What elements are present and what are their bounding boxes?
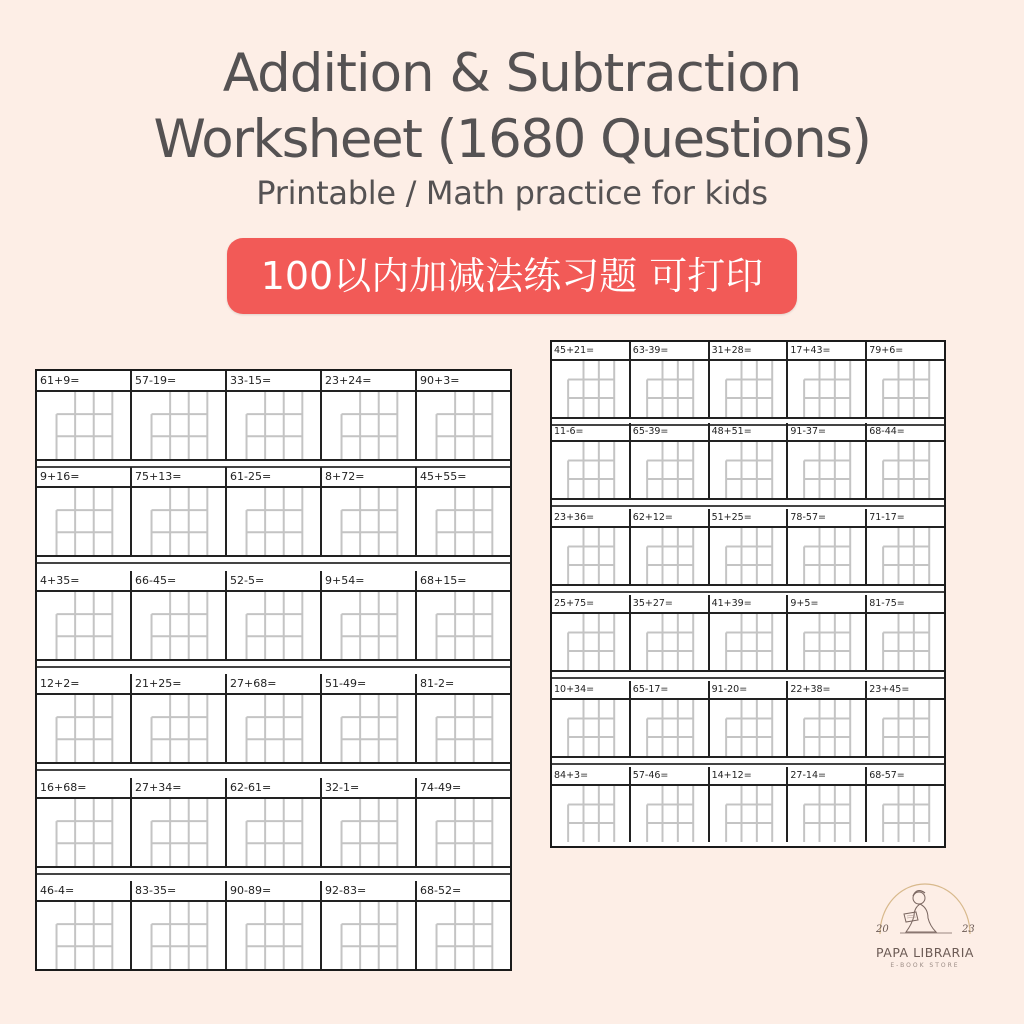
problem-cell xyxy=(132,467,227,555)
row-divider xyxy=(37,866,510,875)
problem-label: 84+3= xyxy=(552,767,629,786)
problem-cell xyxy=(552,509,631,584)
answer-area xyxy=(788,361,865,417)
problem-label: 45+21= xyxy=(552,342,629,361)
problem-label: 23+36= xyxy=(552,509,629,528)
problem-cell xyxy=(132,571,227,659)
problem-cell xyxy=(631,342,710,417)
practice-grid xyxy=(417,592,510,659)
problem-label: 11-6= xyxy=(552,423,629,442)
problem-label: 27-14= xyxy=(788,767,865,786)
answer-area xyxy=(37,695,130,762)
answer-area xyxy=(417,392,510,459)
answer-area xyxy=(552,361,629,417)
practice-grid xyxy=(631,700,708,756)
practice-grid xyxy=(788,700,865,756)
practice-grid xyxy=(227,799,320,866)
problem-cell xyxy=(227,371,322,459)
problem-label: 23+45= xyxy=(867,681,944,700)
practice-grid xyxy=(788,614,865,670)
problem-cell xyxy=(552,767,631,842)
logo-tagline: E-BOOK STORE xyxy=(890,962,960,969)
practice-grid xyxy=(322,695,415,762)
problem-cell xyxy=(132,778,227,866)
practice-grid xyxy=(37,488,130,555)
practice-grid xyxy=(132,902,225,969)
problem-cell xyxy=(227,467,322,555)
answer-area xyxy=(417,695,510,762)
practice-grid xyxy=(132,695,225,762)
practice-grid xyxy=(37,592,130,659)
answer-area xyxy=(322,392,415,459)
problem-cell xyxy=(322,778,417,866)
practice-grid xyxy=(710,361,787,417)
problem-label: 23+24= xyxy=(322,371,415,392)
worksheet-row xyxy=(552,509,944,584)
answer-area xyxy=(631,700,708,756)
practice-grid xyxy=(322,488,415,555)
problem-label: 79+6= xyxy=(867,342,944,361)
problem-cell xyxy=(132,674,227,762)
answer-area xyxy=(132,392,225,459)
problem-label: 68-44= xyxy=(867,423,944,442)
problem-cell xyxy=(867,342,944,417)
problem-cell xyxy=(710,342,789,417)
problem-cell xyxy=(417,467,510,555)
problem-cell xyxy=(552,342,631,417)
answer-area xyxy=(710,361,787,417)
problem-label: 9+16= xyxy=(37,467,130,488)
answer-area xyxy=(322,695,415,762)
practice-grid xyxy=(788,442,865,498)
practice-grid xyxy=(867,700,944,756)
practice-grid xyxy=(37,392,130,459)
problem-label: 32-1= xyxy=(322,778,415,799)
answer-area xyxy=(867,361,944,417)
answer-area xyxy=(710,614,787,670)
answer-area xyxy=(710,700,787,756)
problem-label: 51+25= xyxy=(710,509,787,528)
problem-cell xyxy=(710,767,789,842)
problem-cell xyxy=(37,674,132,762)
problem-cell xyxy=(552,423,631,498)
problem-cell xyxy=(322,881,417,969)
problem-cell xyxy=(710,595,789,670)
problem-cell xyxy=(552,681,631,756)
row-divider xyxy=(552,498,944,507)
practice-grid xyxy=(132,592,225,659)
problem-label: 9+54= xyxy=(322,571,415,592)
problem-label: 35+27= xyxy=(631,595,708,614)
problem-label: 52-5= xyxy=(227,571,320,592)
problem-cell xyxy=(710,423,789,498)
answer-area xyxy=(227,902,320,969)
practice-grid xyxy=(631,786,708,842)
practice-grid xyxy=(552,442,629,498)
worksheet-page-right xyxy=(550,340,946,848)
problem-cell xyxy=(227,571,322,659)
practice-grid xyxy=(552,786,629,842)
problem-cell xyxy=(788,681,867,756)
problem-label: 8+72= xyxy=(322,467,415,488)
practice-grid xyxy=(631,361,708,417)
problem-label: 66-45= xyxy=(132,571,225,592)
logo-year-left: 20 xyxy=(876,924,889,935)
answer-area xyxy=(552,442,629,498)
problem-label: 45+55= xyxy=(417,467,510,488)
problem-cell xyxy=(788,509,867,584)
problem-cell xyxy=(710,509,789,584)
problem-label: 4+35= xyxy=(37,571,130,592)
problem-label: 17+43= xyxy=(788,342,865,361)
problem-label: 25+75= xyxy=(552,595,629,614)
practice-grid xyxy=(227,592,320,659)
practice-grid xyxy=(417,392,510,459)
problem-cell xyxy=(788,767,867,842)
practice-grid xyxy=(631,614,708,670)
answer-area xyxy=(788,700,865,756)
answer-area xyxy=(631,361,708,417)
title-line-1: Addition & Subtraction xyxy=(222,43,802,104)
answer-area xyxy=(37,488,130,555)
answer-area xyxy=(322,902,415,969)
practice-grid xyxy=(417,695,510,762)
problem-label: 65-17= xyxy=(631,681,708,700)
problem-label: 10+34= xyxy=(552,681,629,700)
problem-label: 12+2= xyxy=(37,674,130,695)
practice-grid xyxy=(867,361,944,417)
problem-cell xyxy=(631,423,710,498)
problem-cell xyxy=(867,595,944,670)
practice-grid xyxy=(417,902,510,969)
practice-grid xyxy=(867,528,944,584)
practice-grid xyxy=(227,902,320,969)
problem-cell xyxy=(322,571,417,659)
problem-label: 90+3= xyxy=(417,371,510,392)
logo-name: PAPA LIBRARIA xyxy=(876,945,974,960)
problem-label: 61-25= xyxy=(227,467,320,488)
answer-area xyxy=(417,592,510,659)
problem-cell xyxy=(631,767,710,842)
problem-label: 9+5= xyxy=(788,595,865,614)
practice-grid xyxy=(631,442,708,498)
practice-grid xyxy=(867,614,944,670)
problem-label: 74-49= xyxy=(417,778,510,799)
answer-area xyxy=(788,442,865,498)
answer-area xyxy=(322,799,415,866)
practice-grid xyxy=(788,361,865,417)
answer-area xyxy=(631,614,708,670)
answer-area xyxy=(552,614,629,670)
answer-area xyxy=(417,799,510,866)
papa-libraria-logo xyxy=(862,872,988,978)
answer-area xyxy=(867,614,944,670)
answer-area xyxy=(788,528,865,584)
practice-grid xyxy=(417,799,510,866)
problem-cell xyxy=(788,423,867,498)
problem-label: 68+15= xyxy=(417,571,510,592)
woman-reading-book-icon xyxy=(862,872,988,952)
problem-label: 68-57= xyxy=(867,767,944,786)
answer-area xyxy=(37,592,130,659)
answer-area xyxy=(710,786,787,842)
row-divider xyxy=(552,670,944,679)
practice-grid xyxy=(552,700,629,756)
answer-area xyxy=(788,614,865,670)
practice-grid xyxy=(552,614,629,670)
answer-area xyxy=(552,700,629,756)
row-divider xyxy=(37,555,510,564)
answer-area xyxy=(631,528,708,584)
worksheet-row xyxy=(37,674,510,762)
problem-cell xyxy=(417,881,510,969)
answer-area xyxy=(37,799,130,866)
worksheet-row xyxy=(37,467,510,555)
answer-area xyxy=(322,488,415,555)
answer-area xyxy=(631,442,708,498)
problem-cell xyxy=(132,881,227,969)
problem-label: 81-75= xyxy=(867,595,944,614)
problem-label: 27+68= xyxy=(227,674,320,695)
worksheet-page-left xyxy=(35,369,512,971)
problem-label: 62-61= xyxy=(227,778,320,799)
practice-grid xyxy=(37,695,130,762)
practice-grid xyxy=(37,902,130,969)
problem-label: 57-46= xyxy=(631,767,708,786)
problem-cell xyxy=(867,767,944,842)
worksheet-row xyxy=(552,681,944,756)
practice-grid xyxy=(710,614,787,670)
practice-grid xyxy=(227,392,320,459)
problem-cell xyxy=(788,595,867,670)
problem-cell xyxy=(227,674,322,762)
practice-grid xyxy=(631,528,708,584)
problem-cell xyxy=(37,371,132,459)
problem-label: 62+12= xyxy=(631,509,708,528)
problem-cell xyxy=(417,571,510,659)
practice-grid xyxy=(710,528,787,584)
worksheet-row xyxy=(552,767,944,842)
worksheet-row xyxy=(552,342,944,417)
problem-label: 78-57= xyxy=(788,509,865,528)
worksheet-row xyxy=(552,595,944,670)
problem-cell xyxy=(867,423,944,498)
problem-cell xyxy=(631,595,710,670)
answer-area xyxy=(227,799,320,866)
answer-area xyxy=(132,488,225,555)
practice-grid xyxy=(552,361,629,417)
problem-label: 63-39= xyxy=(631,342,708,361)
answer-area xyxy=(227,392,320,459)
problem-label: 31+28= xyxy=(710,342,787,361)
answer-area xyxy=(227,488,320,555)
problem-cell xyxy=(788,342,867,417)
answer-area xyxy=(227,592,320,659)
problem-label: 92-83= xyxy=(322,881,415,902)
answer-area xyxy=(37,392,130,459)
practice-grid xyxy=(552,528,629,584)
practice-grid xyxy=(322,799,415,866)
practice-grid xyxy=(417,488,510,555)
problem-label: 33-15= xyxy=(227,371,320,392)
problem-cell xyxy=(132,371,227,459)
problem-cell xyxy=(417,674,510,762)
problem-cell xyxy=(552,595,631,670)
answer-area xyxy=(552,786,629,842)
practice-grid xyxy=(788,528,865,584)
problem-label: 51-49= xyxy=(322,674,415,695)
row-divider xyxy=(37,762,510,771)
problem-label: 46-4= xyxy=(37,881,130,902)
practice-grid xyxy=(132,799,225,866)
worksheet-row xyxy=(552,423,944,498)
problem-cell xyxy=(37,467,132,555)
practice-grid xyxy=(132,392,225,459)
problem-label: 48+51= xyxy=(710,423,787,442)
problem-cell xyxy=(631,509,710,584)
answer-area xyxy=(132,799,225,866)
problem-cell xyxy=(867,681,944,756)
problem-cell xyxy=(37,881,132,969)
problem-label: 21+25= xyxy=(132,674,225,695)
problem-label: 14+12= xyxy=(710,767,787,786)
problem-cell xyxy=(227,778,322,866)
practice-grid xyxy=(227,695,320,762)
practice-grid xyxy=(867,786,944,842)
problem-cell xyxy=(417,778,510,866)
answer-area xyxy=(552,528,629,584)
practice-grid xyxy=(788,786,865,842)
problem-label: 71-17= xyxy=(867,509,944,528)
chinese-banner: 100以内加减法练习题 可打印 xyxy=(227,238,797,314)
answer-area xyxy=(132,592,225,659)
answer-area xyxy=(867,700,944,756)
answer-area xyxy=(227,695,320,762)
problem-label: 83-35= xyxy=(132,881,225,902)
practice-grid xyxy=(710,700,787,756)
answer-area xyxy=(37,902,130,969)
answer-area xyxy=(867,528,944,584)
answer-area xyxy=(867,786,944,842)
worksheet-row xyxy=(37,371,510,459)
answer-area xyxy=(867,442,944,498)
problem-label: 68-52= xyxy=(417,881,510,902)
answer-area xyxy=(417,488,510,555)
worksheet-row xyxy=(37,881,510,969)
practice-grid xyxy=(132,488,225,555)
problem-label: 91-37= xyxy=(788,423,865,442)
practice-grid xyxy=(867,442,944,498)
problem-label: 65-39= xyxy=(631,423,708,442)
problem-label: 75+13= xyxy=(132,467,225,488)
problem-cell xyxy=(37,778,132,866)
answer-area xyxy=(322,592,415,659)
answer-area xyxy=(132,902,225,969)
practice-grid xyxy=(710,786,787,842)
problem-cell xyxy=(417,371,510,459)
problem-cell xyxy=(322,674,417,762)
logo-year-right: 23 xyxy=(962,924,975,935)
practice-grid xyxy=(710,442,787,498)
problem-cell xyxy=(867,509,944,584)
problem-cell xyxy=(710,681,789,756)
problem-label: 61+9= xyxy=(37,371,130,392)
problem-label: 22+38= xyxy=(788,681,865,700)
practice-grid xyxy=(322,592,415,659)
problem-cell xyxy=(631,681,710,756)
row-divider xyxy=(552,756,944,765)
problem-label: 90-89= xyxy=(227,881,320,902)
worksheet-row xyxy=(37,778,510,866)
problem-label: 41+39= xyxy=(710,595,787,614)
problem-label: 27+34= xyxy=(132,778,225,799)
row-divider xyxy=(552,584,944,593)
problem-label: 81-2= xyxy=(417,674,510,695)
row-divider xyxy=(37,659,510,668)
problem-label: 16+68= xyxy=(37,778,130,799)
worksheet-row xyxy=(37,571,510,659)
practice-grid xyxy=(37,799,130,866)
answer-area xyxy=(631,786,708,842)
answer-area xyxy=(710,528,787,584)
subtitle: Printable / Math practice for kids xyxy=(256,174,768,212)
problem-label: 57-19= xyxy=(132,371,225,392)
answer-area xyxy=(710,442,787,498)
problem-cell xyxy=(227,881,322,969)
practice-grid xyxy=(322,392,415,459)
problem-cell xyxy=(322,467,417,555)
answer-area xyxy=(132,695,225,762)
practice-grid xyxy=(322,902,415,969)
answer-area xyxy=(788,786,865,842)
problem-cell xyxy=(322,371,417,459)
practice-grid xyxy=(227,488,320,555)
answer-area xyxy=(417,902,510,969)
problem-label: 91-20= xyxy=(710,681,787,700)
problem-cell xyxy=(37,571,132,659)
title-line-2: Worksheet (1680 Questions) xyxy=(153,109,871,170)
